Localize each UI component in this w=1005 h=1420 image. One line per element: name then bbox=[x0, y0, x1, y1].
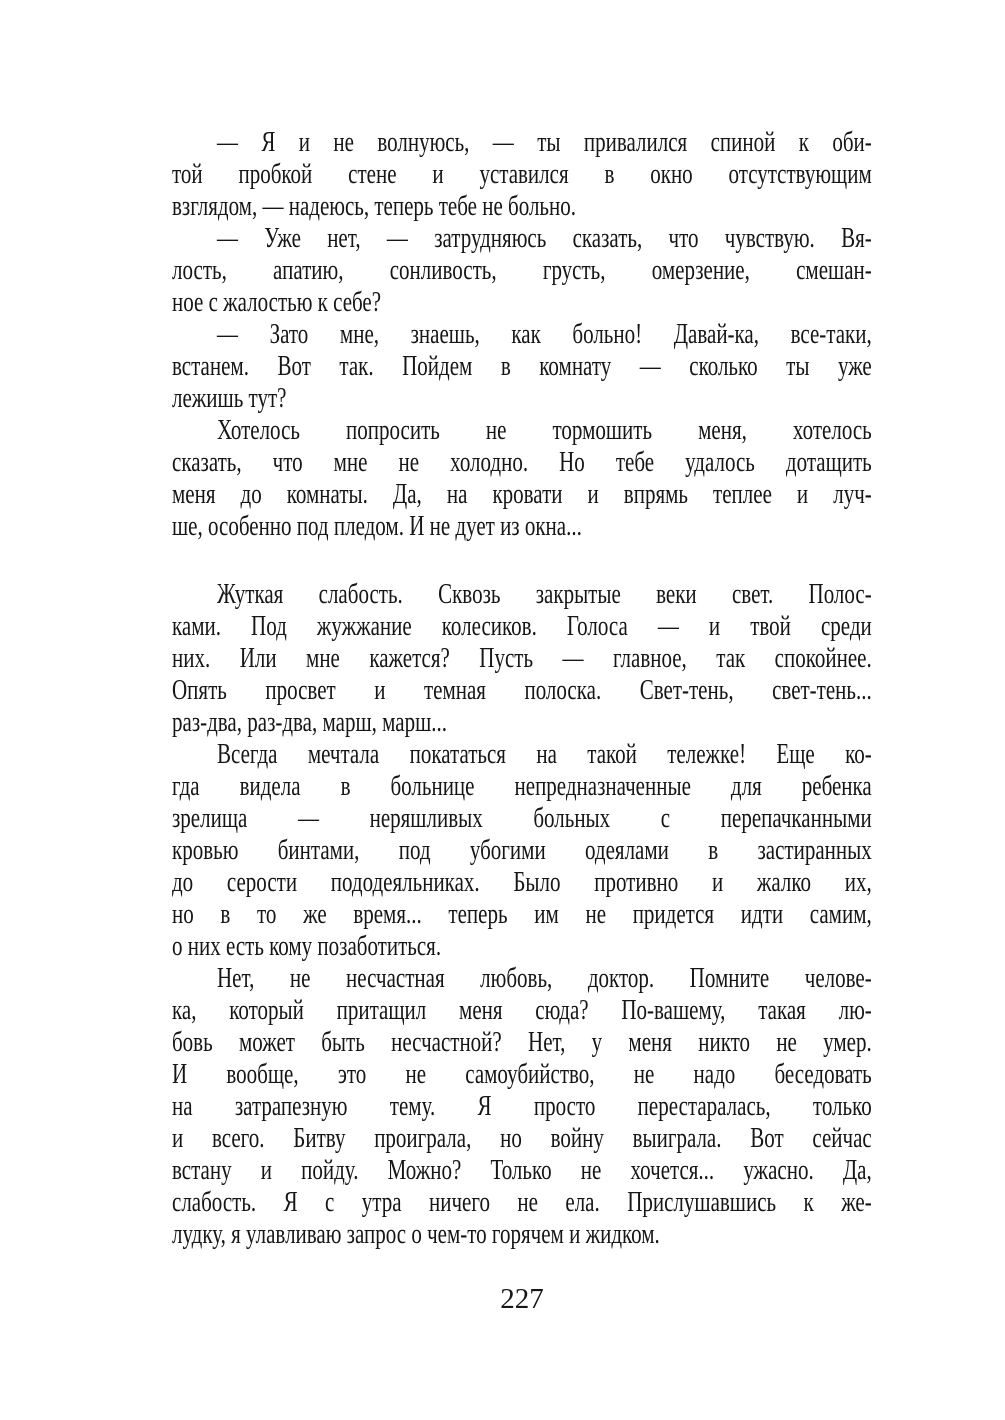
text-line: бовь может быть несчастной? Нет, у меня никто не умер. bbox=[172, 1027, 872, 1058]
text-line: ше, особенно под пледом. И не дует из окна... bbox=[172, 511, 582, 542]
page-number: 227 bbox=[500, 1283, 544, 1315]
text-line: — Уже нет, — затрудняюсь сказать, что чувствую. Вя- bbox=[217, 223, 872, 254]
text-line: Нет, не несчастная любовь, доктор. Помните челове- bbox=[217, 963, 872, 994]
text-line: ками. Под жужжание колесиков. Голоса — и твой среди bbox=[172, 611, 872, 642]
text-line: до серости пододеяльниках. Было противно и жалко их, bbox=[172, 867, 872, 898]
text-line: слабость. Я с утра ничего не ела. Прислушавшись к же- bbox=[172, 1187, 872, 1218]
text-line: но в то же время... теперь им не придется идти самим, bbox=[172, 899, 872, 930]
text-line: лудку, я улавливаю запрос о чем-то горячем и жидком. bbox=[172, 1219, 660, 1250]
paragraph bbox=[172, 127, 872, 223]
text-line: Жуткая слабость. Сквозь закрытые веки свет. Полос- bbox=[217, 579, 872, 610]
text-line: ное с жалостью к себе? bbox=[172, 287, 382, 318]
paragraph bbox=[172, 319, 872, 415]
paragraph bbox=[172, 579, 872, 739]
text-line: И вообще, это не самоубийство, не надо беседовать bbox=[172, 1059, 872, 1090]
text-line: той пробкой стене и уставился в окно отсутствующим bbox=[172, 159, 872, 190]
paragraph bbox=[172, 415, 872, 543]
body-text bbox=[172, 127, 872, 1251]
text-line: о них есть кому позаботиться. bbox=[172, 931, 442, 962]
text-line: них. Или мне кажется? Пусть — главное, так спокойнее. bbox=[172, 643, 872, 674]
text-line: гда видела в больнице непредназначенные для ребенка bbox=[172, 771, 872, 802]
text-line: на затрапезную тему. Я просто перестаралась, только bbox=[172, 1091, 872, 1122]
text-line: меня до комнаты. Да, на кровати и впрямь теплее и луч- bbox=[172, 479, 872, 510]
text-line: Хотелось попросить не тормошить меня, хотелось bbox=[217, 415, 872, 446]
text-line: лежишь тут? bbox=[172, 383, 287, 414]
paragraph bbox=[172, 223, 872, 319]
text-line: зрелища — неряшливых больных с перепачканными bbox=[172, 803, 872, 834]
text-line: Опять просвет и темная полоска. Свет-тень, свет-тень... bbox=[172, 675, 872, 706]
text-line: встану и пойду. Можно? Только не хочется... ужасно. Да, bbox=[172, 1155, 872, 1186]
text-line: сказать, что мне не холодно. Но тебе удалось дотащить bbox=[172, 447, 872, 478]
text-line: Всегда мечтала покататься на такой тележке! Еще ко- bbox=[217, 739, 872, 770]
text-line: встанем. Вот так. Пойдем в комнату — сколько ты уже bbox=[172, 351, 872, 382]
text-line: — Зато мне, знаешь, как больно! Давай-ка, все-таки, bbox=[217, 319, 872, 350]
text-line: лость, апатию, сонливость, грусть, омерзение, смешан- bbox=[172, 255, 872, 286]
paragraph bbox=[172, 739, 872, 963]
text-line: ка, который притащил меня сюда? По-вашему, такая лю- bbox=[172, 995, 872, 1026]
text-line: раз-два, раз-два, марш, марш... bbox=[172, 707, 448, 738]
text-line: кровью бинтами, под убогими одеялами в застиранных bbox=[172, 835, 872, 866]
text-line: взглядом, — надеюсь, теперь тебе не больно. bbox=[172, 191, 577, 222]
paragraph bbox=[172, 963, 872, 1251]
text-line: и всего. Битву проиграла, но войну выиграла. Вот сейчас bbox=[172, 1123, 872, 1154]
text-line: — Я и не волнуюсь, — ты привалился спиной к оби- bbox=[217, 127, 872, 158]
